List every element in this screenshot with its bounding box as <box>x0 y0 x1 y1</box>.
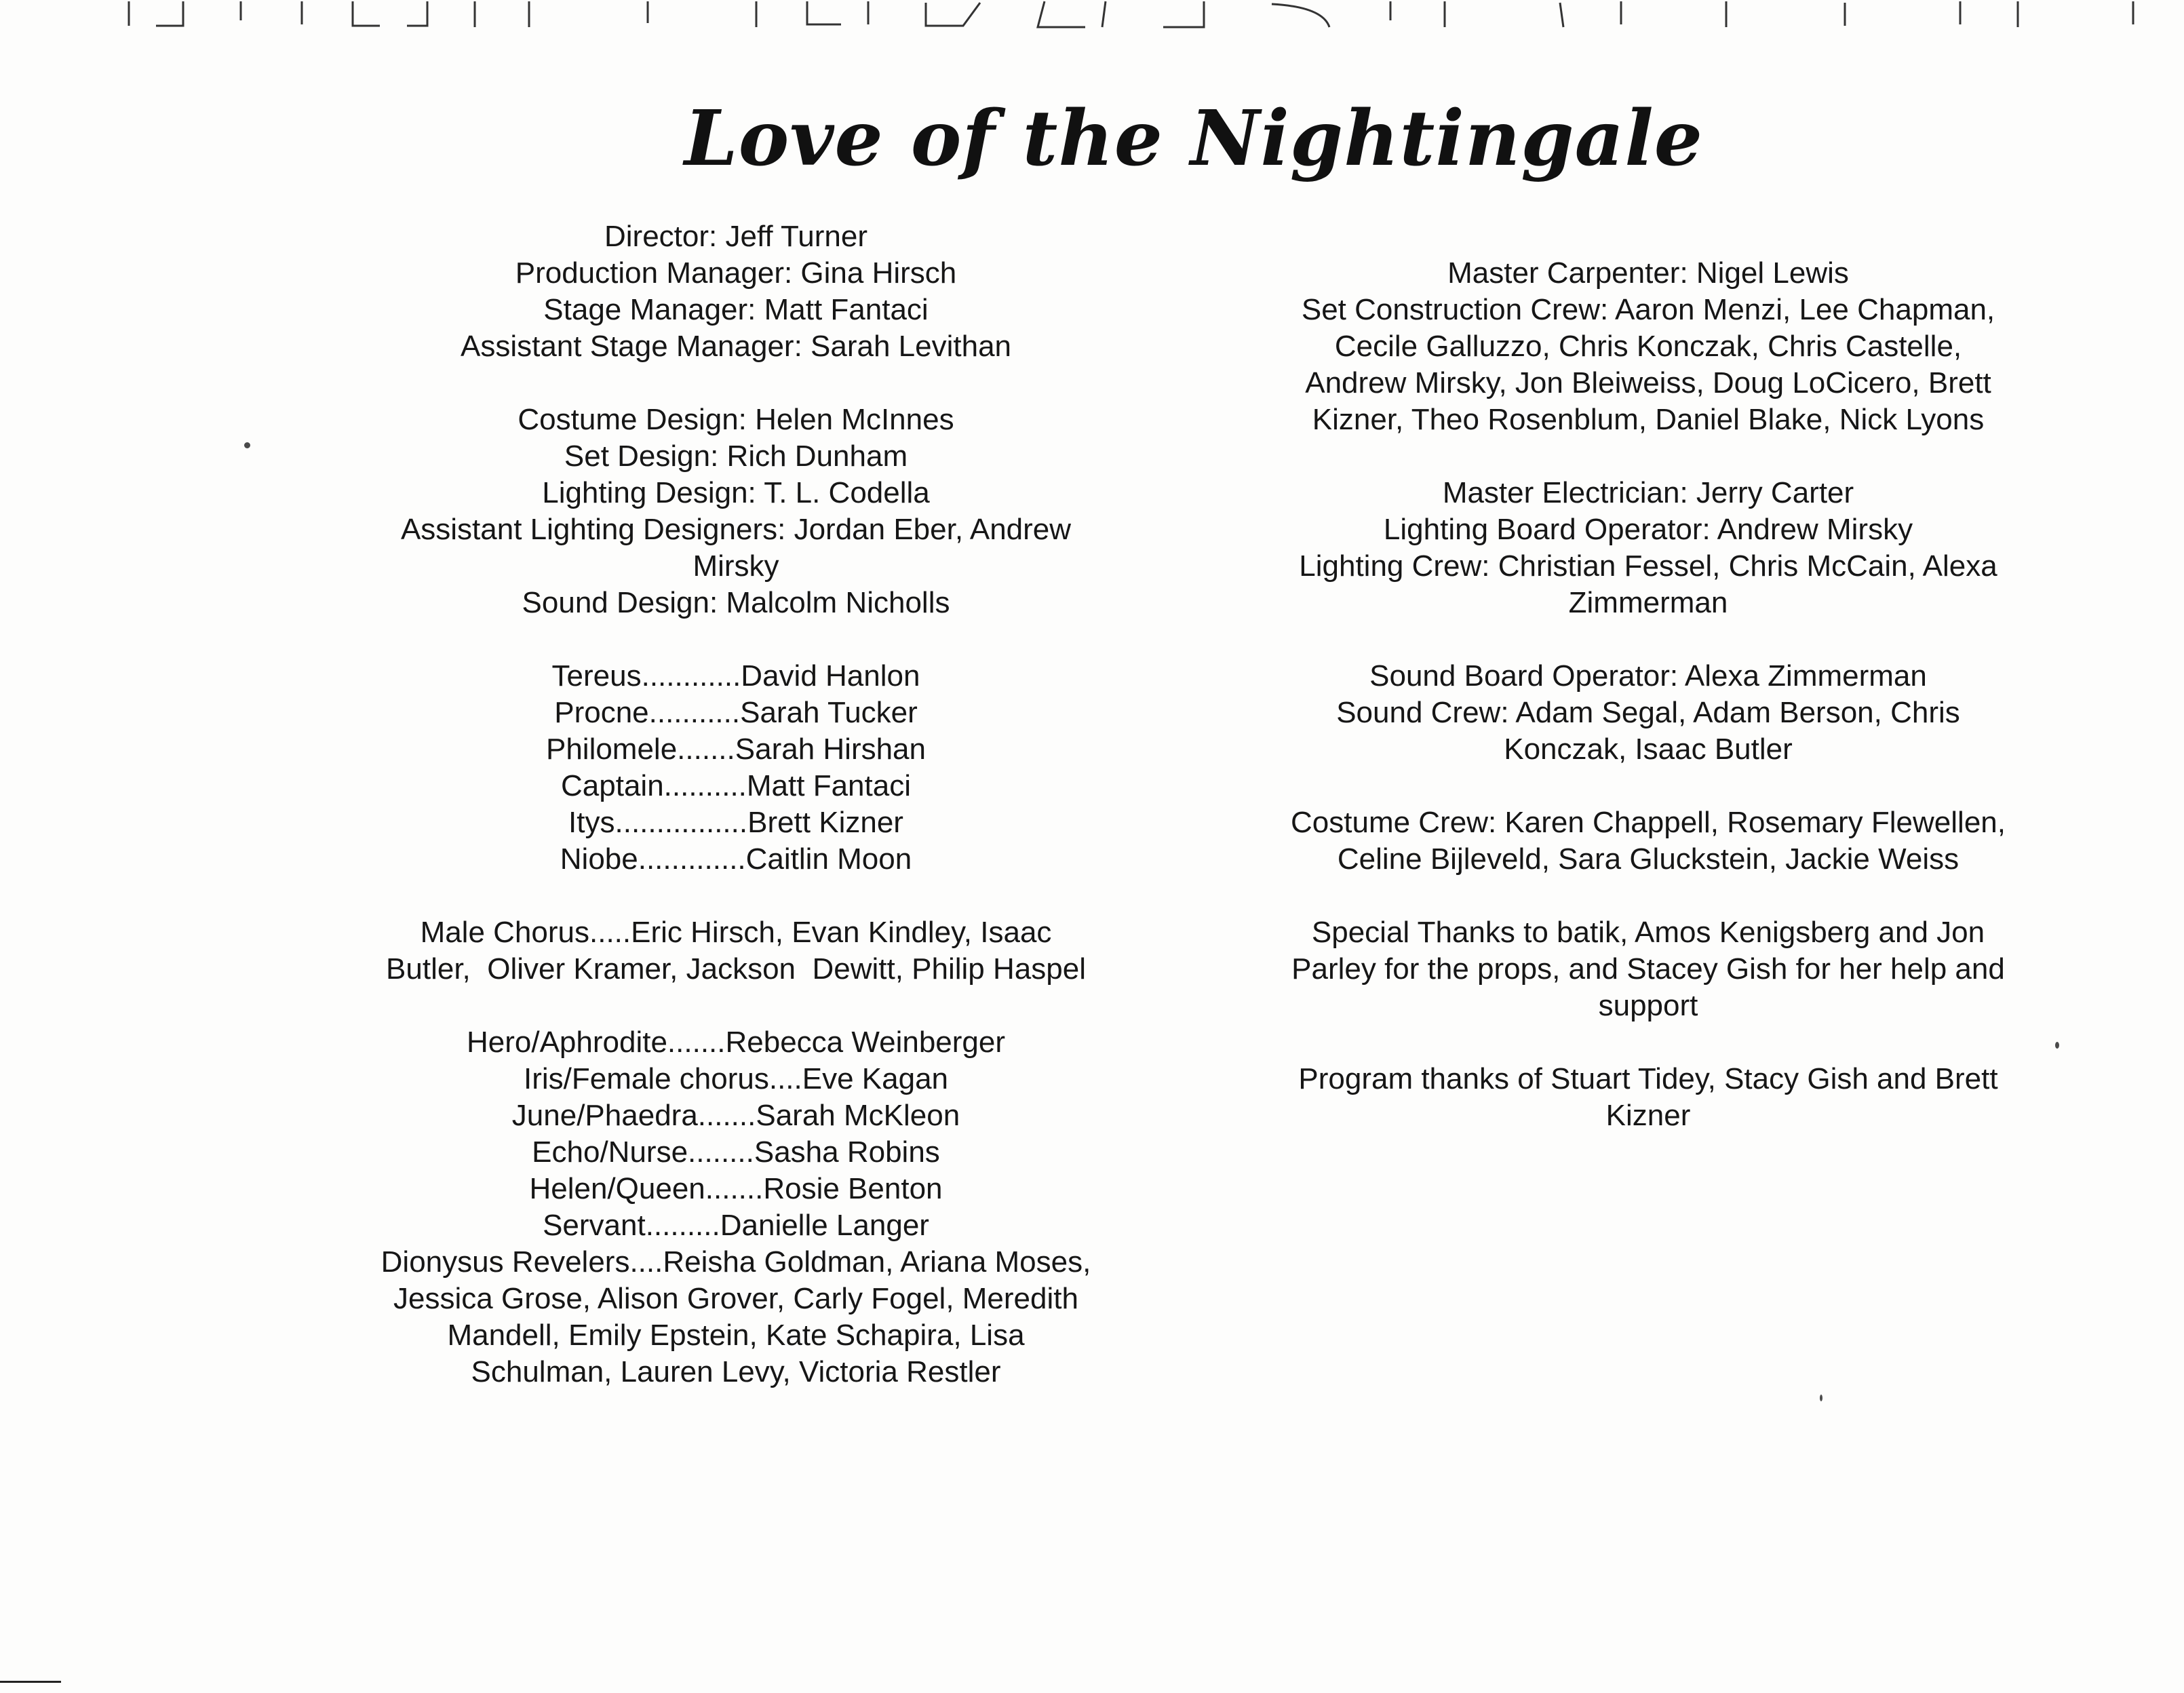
cast-line: Captain..........Matt Fantaci <box>561 769 911 802</box>
cast-line: Niobe.............Caitlin Moon <box>560 842 912 876</box>
cast-line: Procne...........Sarah Tucker <box>554 696 918 729</box>
special-thanks-block <box>1207 914 2089 1024</box>
cast-line: Schulman, Lauren Levy, Victoria Restler <box>471 1355 1001 1388</box>
credit-line: Cecile Galluzzo, Chris Konczak, Chris Castelle, <box>1334 330 1962 363</box>
credit-line: Konczak, Isaac Butler <box>1504 733 1793 766</box>
credit-line: Costume Crew: Karen Chappell, Rosemary Flewellen, <box>1291 806 2006 839</box>
cast-line: Servant.........Danielle Langer <box>543 1209 929 1242</box>
female-cast-block <box>319 1024 1153 1390</box>
cast-line: Iris/Female chorus....Eve Kagan <box>523 1062 949 1095</box>
credit-line: Set Construction Crew: Aaron Menzi, Lee Chapman, <box>1301 293 1995 326</box>
credit-line: Sound Board Operator: Alexa Zimmerman <box>1369 659 1927 693</box>
scan-speck <box>2055 1042 2059 1049</box>
program-thanks-block <box>1207 1061 2089 1134</box>
credit-line: Director: Jeff Turner <box>604 220 867 253</box>
production-staff-block <box>319 218 1153 365</box>
cast-line: Echo/Nurse........Sasha Robins <box>532 1135 940 1169</box>
thanks-line: Special Thanks to batik, Amos Kenigsberg and Jon <box>1311 916 1985 949</box>
credit-line: Assistant Lighting Designers: Jordan Eber, Andrew <box>400 513 1072 546</box>
lighting-crew-block <box>1207 475 2089 621</box>
cast-line: Hero/Aphrodite.......Rebecca Weinberger <box>466 1026 1006 1059</box>
cast-line: Tereus............David Hanlon <box>551 659 920 693</box>
credit-line: Master Carpenter: Nigel Lewis <box>1447 256 1849 290</box>
cast-line: Male Chorus.....Eric Hirsch, Evan Kindley, Isaac <box>420 916 1052 949</box>
credit-line: Lighting Crew: Christian Fessel, Chris McCain, Alexa <box>1299 549 1997 583</box>
cast-line: Mandell, Emily Epstein, Kate Schapira, Lisa <box>447 1319 1025 1352</box>
cast-line: Butler, Oliver Kramer, Jackson Dewitt, Philip Haspel <box>386 952 1086 986</box>
credit-line: Lighting Design: T. L. Codella <box>542 476 930 509</box>
cast-line: Jessica Grose, Alison Grover, Carly Fogel, Meredith <box>393 1282 1078 1315</box>
credit-line: Master Electrician: Jerry Carter <box>1442 476 1854 509</box>
credit-line: Assistant Stage Manager: Sarah Levithan <box>460 330 1012 363</box>
credit-line: Production Manager: Gina Hirsch <box>515 256 957 290</box>
design-staff-block <box>319 402 1153 621</box>
cast-line: Dionysus Revelers....Reisha Goldman, Ariana Moses, <box>381 1245 1091 1279</box>
credit-line: Celine Bijleveld, Sara Gluckstein, Jackie Weiss <box>1337 842 1959 876</box>
cast-line: Helen/Queen.......Rosie Benton <box>529 1172 943 1205</box>
page-edge-mark <box>0 1681 61 1683</box>
principal-cast-block <box>319 658 1153 878</box>
male-chorus-block <box>319 914 1153 988</box>
credit-line: Sound Design: Malcolm Nicholls <box>522 586 950 619</box>
thanks-line: Kizner <box>1605 1099 1691 1132</box>
credits-left-column <box>319 218 1153 1427</box>
thanks-line: Parley for the props, and Stacey Gish for her help and <box>1291 952 2005 986</box>
cast-line: Itys................Brett Kizner <box>568 806 903 839</box>
binding-marks <box>0 0 2184 34</box>
credits-right-column <box>1207 255 2089 1171</box>
cast-line: June/Phaedra.......Sarah McKleon <box>511 1099 960 1132</box>
credit-line: Set Design: Rich Dunham <box>564 440 908 473</box>
thanks-line: support <box>1598 989 1698 1022</box>
carpentry-crew-block <box>1207 255 2089 438</box>
credit-line: Stage Manager: Matt Fantaci <box>543 293 929 326</box>
scan-speck <box>1820 1395 1822 1401</box>
credit-line: Kizner, Theo Rosenblum, Daniel Blake, Nick Lyons <box>1312 403 1985 436</box>
thanks-line: Program thanks of Stuart Tidey, Stacy Gish and Brett <box>1298 1062 1998 1095</box>
credit-line: Costume Design: Helen McInnes <box>518 403 954 436</box>
credit-line: Sound Crew: Adam Segal, Adam Berson, Chris <box>1336 696 1960 729</box>
costume-crew-block <box>1207 804 2089 878</box>
credit-line: Lighting Board Operator: Andrew Mirsky <box>1383 513 1913 546</box>
document-title: Love of the Nightingale <box>684 94 1704 183</box>
credit-line: Andrew Mirsky, Jon Bleiweiss, Doug LoCicero, Brett <box>1305 366 1991 400</box>
credit-line: Zimmerman <box>1568 586 1728 619</box>
cast-line: Philomele.......Sarah Hirshan <box>545 733 927 766</box>
credit-line: Mirsky <box>693 549 779 583</box>
sound-crew-block <box>1207 658 2089 768</box>
scan-speck <box>244 442 250 448</box>
